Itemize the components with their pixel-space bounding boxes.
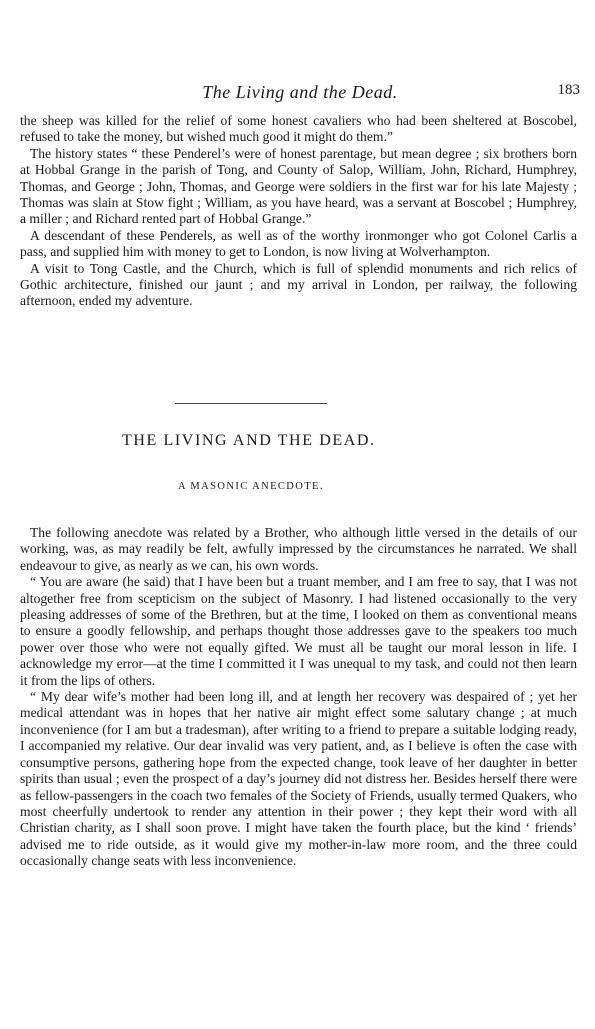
paragraph: the sheep was killed for the relief of some honest cavaliers who had been sheltered at Boscobel, refused to take the money, but wished much good it might do them.”	[20, 113, 577, 145]
paragraph: A descendant of these Penderels, as well as of the worthy ironmonger who got Colonel Carlis a pass, and supplied him with money to get to London, is now living at Wolverhampton.	[20, 227, 577, 260]
paragraph: A visit to Tong Castle, and the Church, which is full of splendid monuments and rich relics of Gothic architecture, finished our jaunt ; and my arrival in London, per railway, the following afternoon, ended my adventure.	[20, 260, 577, 309]
running-title: The Living and the Dead.	[202, 82, 398, 102]
section-title: THE LIVING AND THE DEAD.	[122, 432, 376, 449]
top-text-block	[20, 113, 577, 310]
paragraph: “ You are aware (he said) that I have been but a truant member, and I am free to say, that I was not altogether free from scepticism on the subject of Masonry. I had listened occasionally to the very pleasing addresses of some of the Brethren, but at the time, I looked on them as conventional means to ensure a goodly fellowship, and perhaps thought those addresses gave to the speakers too much power over those who were not equally gifted. We must all be taught our moral lesson in life. I acknowledge my error—at the time I committed it I was unequal to my task, and could not then learn it from the lips of others.	[20, 574, 577, 688]
page-number: 183	[557, 82, 580, 98]
running-head	[20, 82, 580, 104]
paragraph: “ My dear wife’s mother had been long ill, and at length her recovery was despaired of ; yet her medical attendant was in hopes that her native air might effect some salutary change ; at much inconvenience (for I am but a tradesman), after writing to a friend to prepare a suitable lodging ready, I accompanied my relative. Our dear invalid was very patient, and, as I believe is often the case with consumptive persons, gathering hope from the expected change, took leave of her daughter in better spirits than usual ; even the prospect of a day’s journey did not distress her. Besides herself there were as fellow-passengers in the coach two females of the Society of Friends, usually termed Quakers, who most cheerfully undertook to render any attention in their power ; they kept their word with all Christian charity, as I shall soon prove. I might have taken the fourth place, but the kind ‘ friends’ advised me to ride outside, as it would give my mother-in-law more room, and the three could occasionally change seats with less inconvenience.	[20, 689, 577, 869]
section-divider	[175, 403, 327, 404]
bottom-text-block	[20, 525, 577, 870]
paragraph: The following anecdote was related by a Brother, who although little versed in the details of our working, was, as may readily be felt, awfully impressed by the circumstances he narrated. We shall endeavour to give, as nearly as we can, his own words.	[20, 525, 577, 573]
section-subtitle: A MASONIC ANECDOTE.	[178, 481, 324, 492]
paragraph: The history states “ these Penderel’s were of honest parentage, but mean degree ; six brothers born at Hobbal Grange in the parish of Tong, and County of Salop, William, John, Richard, Humphrey, Thomas, and George ; John, Thomas, and George were soldiers in the first war for his late Majesty ; Thomas was slain at Stow fight ; William, as you have heard, was a servant at Boscobel ; Humphrey, a miller ; and Richard rented part of Hobbal Grange.”	[20, 145, 577, 227]
